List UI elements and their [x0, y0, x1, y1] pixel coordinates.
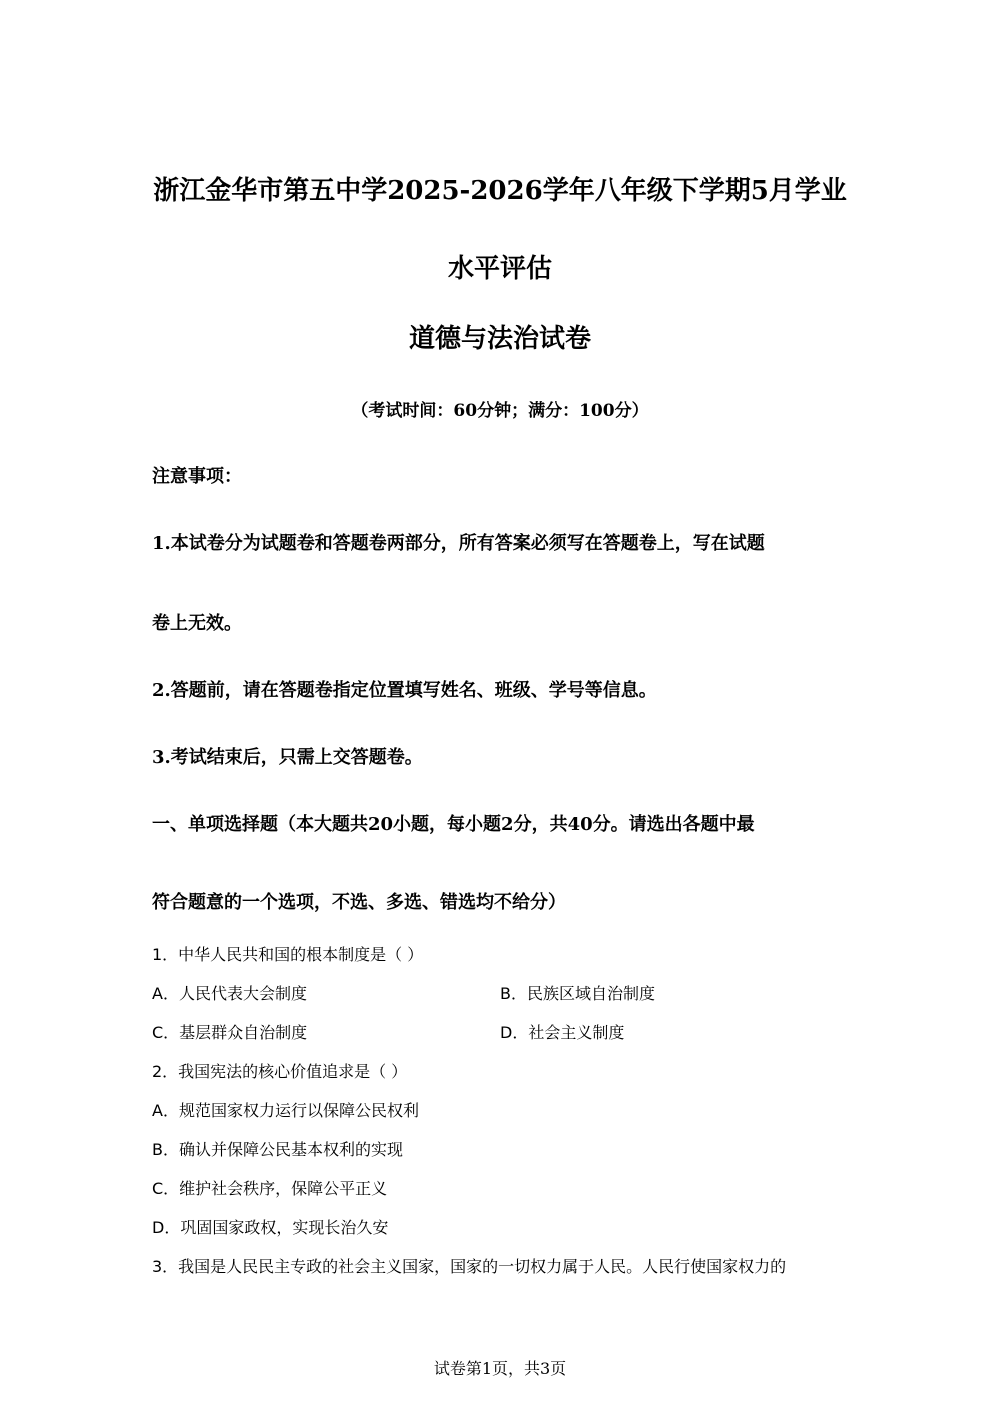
question-2-stem: 2．我国宪法的核心价值追求是（ ） — [152, 1062, 408, 1081]
exam-subtitle: 道德与法治试卷 — [408, 324, 591, 354]
section-1-heading-line2: 符合题意的一个选项，不选、多选、错选均不给分） — [152, 892, 566, 913]
page-footer: 试卷第1页，共3页 — [433, 1359, 567, 1378]
question-2-option-d: D．巩固国家政权，实现长治久安 — [152, 1218, 389, 1237]
question-1-option-b: B．民族区域自治制度 — [500, 984, 655, 1003]
question-2-option-b: B．确认并保障公民基本权利的实现 — [152, 1140, 403, 1159]
note-item-1-line2: 卷上无效。 — [152, 613, 242, 634]
question-2-option-a: A．规范国家权力运行以保障公民权利 — [152, 1101, 419, 1120]
question-2-option-c: C．维护社会秩序，保障公平正义 — [152, 1179, 388, 1198]
exam-info: （考试时间：60分钟；满分：100分） — [351, 401, 649, 421]
section-1-heading-line1: 一、单项选择题（本大题共20小题，每小题2分，共40分。请选出各题中最 — [152, 814, 755, 835]
exam-title-line1: 浙江金华市第五中学2025-2026学年八年级下学期5月学业 — [153, 176, 847, 206]
exam-title-line2: 水平评估 — [447, 254, 552, 284]
question-3-stem: 3．我国是人民民主专政的社会主义国家，国家的一切权力属于人民。人民行使国家权力的 — [152, 1257, 787, 1276]
note-item-2: 2.答题前，请在答题卷指定位置填写姓名、班级、学号等信息。 — [152, 680, 657, 701]
question-1-stem: 1．中华人民共和国的根本制度是（ ） — [152, 945, 424, 964]
question-1-option-c: C．基层群众自治制度 — [152, 1023, 308, 1042]
notes-heading: 注意事项： — [152, 466, 242, 487]
note-item-3: 3.考试结束后，只需上交答题卷。 — [152, 747, 423, 768]
question-1-option-d: D．社会主义制度 — [500, 1023, 625, 1042]
question-1-option-a: A．人民代表大会制度 — [152, 984, 307, 1003]
note-item-1-line1: 1.本试卷分为试题卷和答题卷两部分，所有答案必须写在答题卷上，写在试题 — [152, 533, 765, 554]
